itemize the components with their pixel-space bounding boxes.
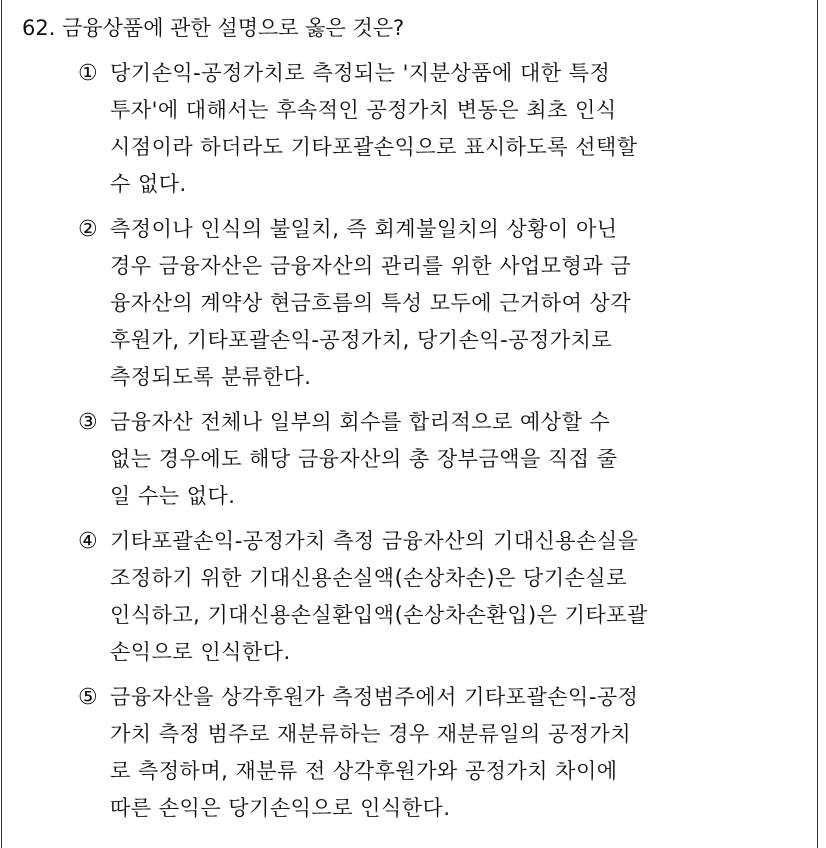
- option-text-line: 일 수는 없다.: [110, 484, 236, 508]
- option-text-line: 기타포괄손익-공정가치 측정 금융자산의 기대신용손실을: [110, 529, 639, 553]
- option-text-line: 금융자산을 상각후원가 측정범주에서 기타포괄손익-공정: [110, 685, 639, 709]
- option-text-line: 가치 측정 범주로 재분류하는 경우 재분류일의 공정가치: [110, 722, 632, 746]
- option-text-line: 로 측정하며, 재분류 전 상각후원가와 공정가치 차이에: [110, 759, 618, 783]
- option-number: ③: [78, 410, 98, 435]
- option-2: [78, 211, 808, 396]
- option-text-line: 수 없다.: [110, 172, 187, 196]
- option-5: [78, 679, 808, 827]
- option-text-line: 당기손익-공정가치로 측정되는 '지분상품에 대한 특정: [110, 61, 611, 85]
- option-number: ②: [78, 217, 98, 242]
- option-text-line: 경우 금융자산은 금융자산의 관리를 위한 사업모형과 금: [110, 254, 632, 278]
- option-text-line: 없는 경우에도 해당 금융자산의 총 장부금액을 직접 줄: [110, 447, 618, 471]
- option-text-line: 측정되도록 분류한다.: [110, 365, 312, 389]
- option-number: ①: [78, 61, 98, 86]
- option-3: [78, 404, 808, 515]
- option-text-line: 투자'에 대해서는 후속적인 공정가치 변동은 최초 인식: [110, 98, 617, 122]
- option-1: [78, 55, 808, 203]
- option-text-line: 시점이라 하더라도 기타포괄손익으로 표시하도록 선택할: [110, 135, 638, 159]
- option-text-line: 손익으로 인식한다.: [110, 640, 291, 664]
- option-text-line: 후원가, 기타포괄손익-공정가치, 당기손익-공정가치로: [110, 328, 613, 352]
- option-text-line: 측정이나 인식의 불일치, 즉 회계불일치의 상황이 아닌: [110, 217, 618, 241]
- options-list: [78, 47, 808, 827]
- option-text-line: 융자산의 계약상 현금흐름의 특성 모두에 근거하여 상각: [110, 291, 632, 315]
- option-number: ④: [78, 529, 98, 554]
- option-text-line: 따른 손익은 당기손익으로 인식한다.: [110, 796, 451, 820]
- option-text-line: 금융자산 전체나 일부의 회수를 합리적으로 예상할 수: [110, 410, 611, 434]
- option-4: [78, 523, 808, 671]
- option-text-line: 인식하고, 기대신용손실환입액(손상차손환입)은 기타포괄: [110, 603, 648, 627]
- option-number: ⑤: [78, 685, 98, 710]
- question-title: 62. 금융상품에 관한 설명으로 옳은 것은?: [22, 16, 405, 40]
- option-text-line: 조정하기 위한 기대신용손실액(손상차손)은 당기손실로: [110, 566, 627, 590]
